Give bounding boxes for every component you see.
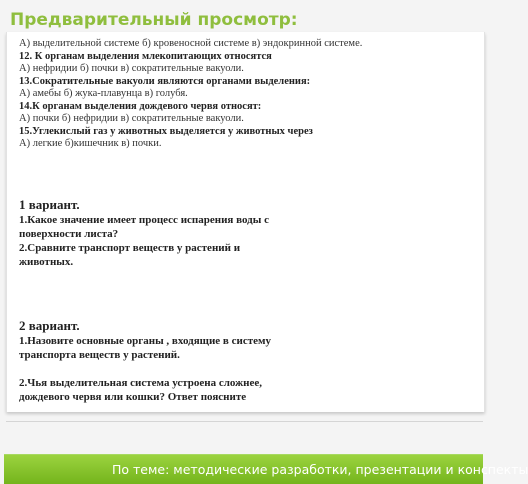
- test-questions: [19, 38, 474, 151]
- variant-2-task-2-cont: дождевого червя или кошки? Ответ поясните: [19, 391, 247, 403]
- answer-line: А) амебы б) жука-плавунца в) голубя.: [19, 88, 188, 99]
- answer-line: А) легкие б)кишечник в) почки.: [19, 138, 162, 149]
- answer-line: А) почки б) нефридии в) сократительные вакуоли.: [19, 113, 244, 124]
- variant-2-section: [19, 318, 271, 404]
- variant-1-task-2: 2.Сравните транспорт веществ у растений и: [19, 242, 241, 254]
- variant-2-title: 2 вариант.: [19, 318, 80, 333]
- question-line: 13.Сократительные вакуоли являются органами выделения:: [19, 75, 311, 87]
- answer-line: А) нефридии б) почки в) сократительные вакуоли.: [19, 63, 244, 74]
- question-line: 14.К органам выделения дождевого червя относят:: [19, 100, 262, 112]
- variant-2-task-1: 1.Назовите основные органы , входящие в систему: [19, 335, 271, 347]
- divider: [6, 421, 483, 422]
- variant-1-task-1: 1.Какое значение имеет процесс испарения воды с: [19, 214, 269, 226]
- variant-1-task-2-cont: животных.: [19, 256, 74, 268]
- answer-line: А) выделительной системе б) кровеносной системе в) эндокринной системе.: [19, 38, 363, 49]
- question-line: 15.Углекислый газ у животных выделяется у животных через: [19, 125, 313, 137]
- page-title: Предварительный просмотр:: [10, 10, 298, 30]
- topic-banner[interactable]: [4, 454, 528, 484]
- document-preview: [6, 32, 485, 412]
- variant-1-task-1-cont: поверхности листа?: [19, 228, 119, 240]
- topic-banner-label[interactable]: По теме: методические разработки, презентации и конспекты: [112, 462, 528, 477]
- variant-1-section: [19, 197, 269, 269]
- variant-2-task-1-cont: транспорта веществ у растений.: [19, 349, 180, 361]
- variant-1-title: 1 вариант.: [19, 197, 80, 212]
- question-line: 12. К органам выделения млекопитающих относятся: [19, 50, 272, 62]
- variant-2-task-2: 2.Чья выделительная система устроена сложнее,: [19, 377, 262, 389]
- spacer: [19, 362, 271, 376]
